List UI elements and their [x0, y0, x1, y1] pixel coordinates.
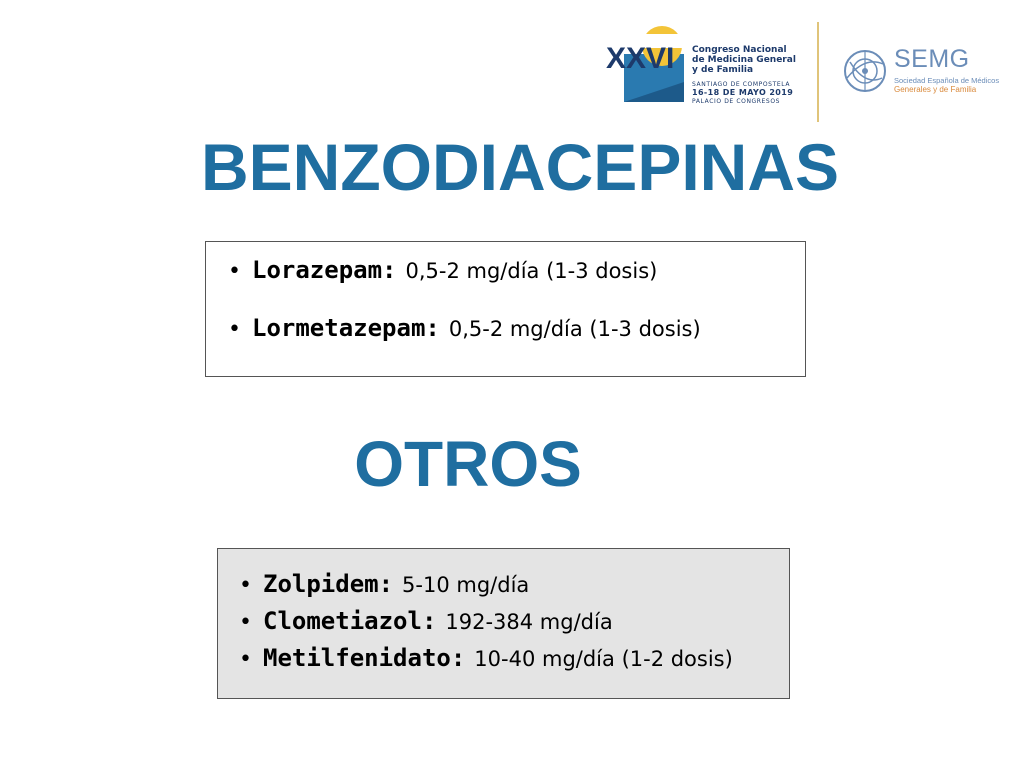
otros-box [217, 548, 790, 699]
list-item [239, 603, 733, 640]
section-title-otros: OTROS [354, 428, 582, 500]
congress-name-line-3: y de Familia [692, 65, 754, 75]
benzodiacepinas-list [228, 256, 701, 342]
list-item [239, 566, 733, 603]
congress-name-line-1: Congreso Nacional [692, 45, 787, 55]
drug-dose: 192-384 mg/día [445, 610, 613, 634]
drug-name: Lorazepam: [252, 256, 397, 284]
drug-dose: 0,5-2 mg/día (1-3 dosis) [448, 317, 701, 341]
drug-dose: 10-40 mg/día (1-2 dosis) [474, 647, 733, 671]
logo-divider [817, 22, 819, 122]
congress-name-line-2: de Medicina General [692, 55, 796, 65]
bullet: • [228, 317, 241, 342]
drug-name: Clometiazol: [263, 607, 437, 635]
drug-dose: 5-10 mg/día [402, 573, 530, 597]
page-title: BENZODIACEPINAS [200, 130, 840, 204]
drug-name: Metilfenidato: [263, 644, 466, 672]
drug-name: Lormetazepam: [252, 314, 440, 342]
list-item [228, 256, 701, 284]
congress-emblem-icon [604, 24, 694, 106]
otros-list [239, 566, 733, 677]
list-item [228, 314, 701, 342]
bullet: • [239, 573, 252, 598]
bullet: • [239, 647, 252, 672]
bullet: • [239, 610, 252, 635]
drug-dose: 0,5-2 mg/día (1-3 dosis) [405, 259, 658, 283]
semg-subtitle-line-1: Sociedad Española de Médicos [894, 76, 1000, 85]
bullet: • [228, 259, 241, 284]
semg-wordmark: SEMG [894, 45, 970, 73]
congress-logo [604, 24, 804, 106]
congress-dates: 16-18 DE MAYO 2019 [692, 88, 794, 97]
benzodiacepinas-box [205, 241, 806, 377]
semg-subtitle-line-2: Generales y de Familia [894, 85, 977, 94]
congress-city: SANTIAGO DE COMPOSTELA [692, 81, 791, 88]
congress-numeral-text: XXVI [606, 42, 675, 75]
semg-logo [840, 44, 1000, 100]
drug-name: Zolpidem: [263, 570, 394, 598]
congress-text-block [692, 45, 804, 105]
semg-globe-icon [842, 48, 888, 94]
congress-venue: PALACIO DE CONGRESOS [692, 98, 781, 105]
list-item [239, 640, 733, 677]
